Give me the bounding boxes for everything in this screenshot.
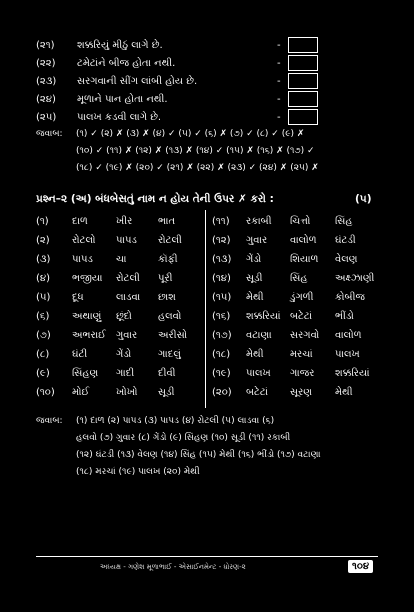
grid-word[interactable]: સિંહણ bbox=[72, 368, 99, 379]
grid-word[interactable]: વેલણ bbox=[335, 254, 358, 265]
grid-word[interactable]: લાડવા bbox=[116, 292, 141, 303]
grid-number: (૭) bbox=[36, 330, 51, 341]
page-number: ૧૦૪ bbox=[348, 560, 373, 573]
grid-word[interactable]: ભાત bbox=[158, 216, 176, 227]
grid-word[interactable]: મેથી bbox=[335, 387, 353, 398]
answer-line: (૧) દાળ (૨) પાપડ (૩) પાપડ (૪) રોટલી (૫) લાડવા (૬) bbox=[76, 416, 275, 426]
grid-word[interactable]: બટેટાં bbox=[246, 387, 269, 398]
grid-number: (૧૭) bbox=[212, 330, 232, 341]
grid-word[interactable]: ગાદલું bbox=[158, 349, 181, 360]
grid-word[interactable]: ડુંગળી bbox=[290, 292, 314, 303]
statement-number: (૨૩) bbox=[36, 76, 57, 87]
statement-text: શક્કરિયું મીઠું લાગે છે. bbox=[77, 40, 163, 51]
grid-word[interactable]: સરગવો bbox=[290, 330, 320, 341]
answer-box[interactable] bbox=[288, 37, 318, 53]
dash: - bbox=[277, 40, 281, 51]
grid-word[interactable]: ગાદી bbox=[116, 368, 135, 379]
grid-number: (૮) bbox=[36, 349, 50, 360]
answer-box[interactable] bbox=[288, 109, 318, 125]
grid-word[interactable]: ખીર bbox=[116, 216, 133, 227]
grid-word[interactable]: દાળ bbox=[72, 216, 88, 227]
statement-number: (૨૫) bbox=[36, 112, 57, 123]
answer-line: (૧૮) ✓ (૧૯) ✗ (૨૦) ✓ (૨૧) ✗ (૨૨) ✗ (૨૩) ✓ (૨૪) ✗ (૨૫) ✗ bbox=[76, 163, 319, 173]
answer-box[interactable] bbox=[288, 73, 318, 89]
grid-word[interactable]: ખોખો bbox=[116, 387, 138, 398]
grid-word[interactable]: શક્કરિયાં bbox=[246, 311, 281, 322]
statement-number: (૨૧) bbox=[36, 40, 55, 51]
answer-label: જવાબ: bbox=[36, 129, 63, 139]
grid-number: (૩) bbox=[36, 254, 51, 265]
grid-number: (૬) bbox=[36, 311, 50, 322]
grid-number: (૪) bbox=[36, 273, 51, 284]
grid-word[interactable]: કોબીજ bbox=[335, 292, 365, 303]
grid-word[interactable]: પાપડ bbox=[116, 235, 137, 246]
grid-word[interactable]: વાલોળ bbox=[335, 330, 362, 341]
grid-word[interactable]: ભીંડો bbox=[335, 311, 354, 322]
statement-number: (૨૪) bbox=[36, 94, 56, 105]
grid-word[interactable]: રોટલી bbox=[158, 235, 182, 246]
grid-word[interactable]: ગેંડો bbox=[246, 254, 262, 265]
grid-word[interactable]: રકાબી bbox=[246, 216, 272, 227]
grid-word[interactable]: ગુવાર bbox=[116, 330, 138, 341]
answer-line: (૧) ✓ (૨) ✗ (૩) ✗ (૪) ✓ (૫) ✓ (૬) ✗ (૭) ✓ (૮) ✓ (૯) ✗ bbox=[76, 129, 305, 139]
grid-word[interactable]: દીવી bbox=[158, 368, 176, 379]
dash: - bbox=[277, 58, 281, 69]
grid-number: (૫) bbox=[36, 292, 51, 303]
statement-text: ટમેટાંને બીજ હોતા નથી. bbox=[77, 58, 176, 69]
grid-word[interactable]: છાશ bbox=[158, 292, 176, 303]
grid-word[interactable]: ગાજર bbox=[290, 368, 315, 379]
question-heading: પ્રશ્ન–૨ (અ) બંધબેસતું નામ ન હોય તેની ઉપર ✗ કરો : bbox=[36, 193, 274, 205]
answer-box[interactable] bbox=[288, 55, 318, 71]
grid-word[interactable]: શિયાળ bbox=[290, 254, 319, 265]
grid-word[interactable]: અરીસો bbox=[158, 330, 188, 341]
grid-word[interactable]: ઘંટડી bbox=[335, 235, 356, 246]
answer-line: હલવો (૭) ગુવાર (૮) ગેંડો (૯) સિંહણ (૧૦) સૂડી (૧૧) રકાબી bbox=[76, 433, 291, 443]
grid-number: (૧૧) bbox=[212, 216, 230, 227]
grid-divider bbox=[205, 210, 206, 408]
grid-word[interactable]: છૂંદો bbox=[116, 311, 132, 322]
grid-number: (૨) bbox=[36, 235, 50, 246]
grid-word[interactable]: ચિત્તો bbox=[290, 216, 311, 227]
grid-word[interactable]: સિંહ bbox=[335, 216, 353, 227]
grid-word[interactable]: દૂધ bbox=[72, 292, 84, 303]
statement-text: પાલખ કડવી લાગે છે. bbox=[77, 112, 162, 123]
grid-number: (૧) bbox=[36, 216, 49, 227]
grid-word[interactable]: પાલખ bbox=[246, 368, 271, 379]
grid-number: (૯) bbox=[36, 368, 50, 379]
grid-word[interactable]: સિંહ bbox=[290, 273, 308, 284]
grid-word[interactable]: મરચાં bbox=[290, 349, 313, 360]
grid-word[interactable]: મેથી bbox=[246, 292, 264, 303]
grid-word[interactable]: મોઈ bbox=[72, 387, 90, 398]
grid-word[interactable]: વાલોળ bbox=[290, 235, 317, 246]
grid-word[interactable]: ગેંડો bbox=[116, 349, 132, 360]
answer-box[interactable] bbox=[288, 91, 318, 107]
statement-text: મૂળાને પાન હોતા નથી. bbox=[77, 94, 168, 105]
grid-word[interactable]: બટેટાં bbox=[290, 311, 313, 322]
grid-word[interactable]: પાલખ bbox=[335, 349, 360, 360]
grid-number: (૨૦) bbox=[212, 387, 232, 398]
grid-word[interactable]: અથાણું bbox=[72, 311, 102, 322]
statement-number: (૨૨) bbox=[36, 58, 56, 69]
grid-word[interactable]: હલવો bbox=[158, 311, 182, 322]
grid-word[interactable]: સૂડી bbox=[158, 387, 175, 398]
grid-word[interactable]: રોટલી bbox=[116, 273, 140, 284]
grid-word[interactable]: શક્કરિયાં bbox=[335, 368, 370, 379]
dash: - bbox=[277, 76, 281, 87]
grid-word[interactable]: રોટલો bbox=[72, 235, 96, 246]
grid-number: (૧૦) bbox=[36, 387, 55, 398]
answer-line: (૧૨) ઘંટડી (૧૩) વેલણ (૧૪) સિંહ (૧૫) મેથી (૧૬) ભીંડો (૧૭) વટાણા bbox=[76, 450, 321, 460]
grid-word[interactable]: અભરાઈ bbox=[72, 330, 106, 341]
grid-word[interactable]: સૂડી bbox=[246, 273, 263, 284]
grid-number: (૧૮) bbox=[212, 349, 231, 360]
grid-number: (૧૩) bbox=[212, 254, 232, 265]
dash: - bbox=[277, 94, 281, 105]
grid-word[interactable]: વટાણા bbox=[246, 330, 272, 341]
grid-number: (૧૨) bbox=[212, 235, 231, 246]
grid-number: (૧૬) bbox=[212, 311, 231, 322]
grid-number: (૧૪) bbox=[212, 273, 231, 284]
grid-word[interactable]: પાપડ bbox=[72, 254, 93, 265]
dash: - bbox=[277, 112, 281, 123]
grid-word[interactable]: ઘંટી bbox=[72, 349, 88, 360]
grid-word[interactable]: ભજીયા bbox=[72, 273, 103, 284]
grid-word[interactable]: ચા bbox=[116, 254, 127, 265]
grid-word[interactable]: ગુવાર bbox=[246, 235, 268, 246]
grid-number: (૧૯) bbox=[212, 368, 231, 379]
footer-rule bbox=[36, 556, 378, 557]
answer-label: જવાબ: bbox=[36, 416, 63, 426]
grid-number: (૧૫) bbox=[212, 292, 232, 303]
answer-line: (૧૦) ✓ (૧૧) ✗ (૧૨) ✗ (૧૩) ✗ (૧૪) ✓ (૧૫) ✗ (૧૬) ✗ (૧૭) ✓ bbox=[76, 146, 315, 156]
grid-word[interactable]: અક્ષ્ઝાણી bbox=[335, 273, 375, 284]
footer-text: અધ્યક્ષ - ગણેશ મૂળાભાઈ - એસાઈનમેન્ટ - ધોરણ-૨ bbox=[100, 563, 246, 571]
grid-word[interactable]: સૂરણ bbox=[290, 387, 312, 398]
grid-word[interactable]: પૂરી bbox=[158, 273, 173, 284]
grid-word[interactable]: મેથી bbox=[246, 349, 264, 360]
answer-line: (૧૮) મરચાં (૧૯) પાલખ (૨૦) મેથી bbox=[76, 467, 200, 477]
statement-text: સરગવાની સીંગ લાંબી હોય છે. bbox=[77, 76, 198, 87]
grid-word[interactable]: કૉફી bbox=[158, 254, 178, 265]
question-marks: (૫) bbox=[355, 193, 372, 205]
